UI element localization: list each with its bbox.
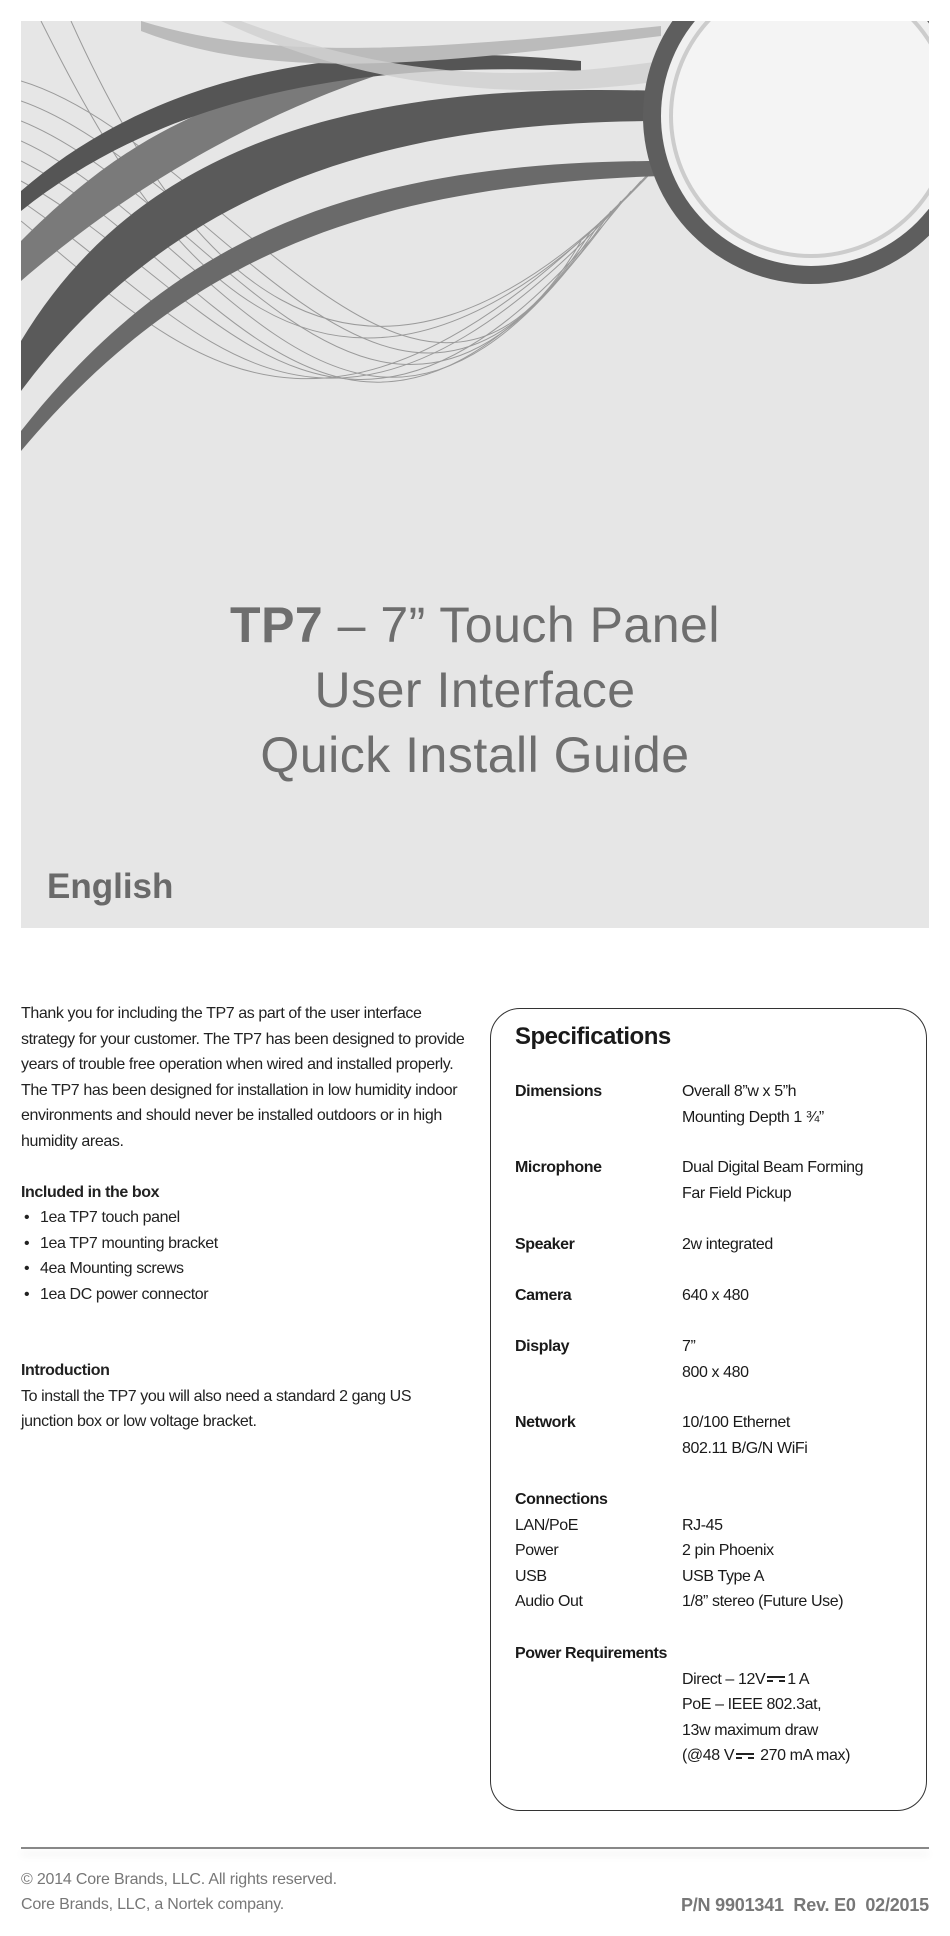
- introduction-text: To install the TP7 you will also need a standard 2 gang US junction box or low voltage bracket.: [21, 1387, 412, 1430]
- introduction-heading: Introduction: [21, 1362, 110, 1379]
- specifications-title: Specifications: [515, 1023, 671, 1050]
- spec-value: USB Type A: [682, 1567, 764, 1585]
- company-text: Core Brands, LLC, a Nortek company.: [21, 1896, 285, 1913]
- title-line-2: User Interface: [314, 662, 636, 718]
- spec-label: Speaker: [515, 1236, 575, 1253]
- spec-value: [682, 1079, 824, 1130]
- spec-label: Microphone: [515, 1159, 602, 1176]
- title-product: TP7: [230, 597, 324, 653]
- spec-label: Connections: [515, 1491, 608, 1508]
- specifications-box: [490, 1008, 927, 1811]
- spec-label: Power Requirements: [515, 1645, 667, 1662]
- spec-value-line: Mounting Depth 1 ¾”: [682, 1108, 824, 1126]
- spec-value: [682, 1155, 863, 1206]
- included-list: [21, 1205, 471, 1307]
- spec-label: Display: [515, 1338, 570, 1355]
- copyright-text: © 2014 Core Brands, LLC. All rights reserved.: [21, 1871, 337, 1888]
- spec-label: Dimensions: [515, 1083, 602, 1100]
- spec-label: Power: [515, 1542, 559, 1559]
- spec-value: [682, 1667, 850, 1769]
- spec-value-text: Direct – 12V: [682, 1670, 766, 1688]
- cover-banner: [21, 21, 929, 928]
- spec-value-line: 10/100 Ethernet: [682, 1414, 790, 1431]
- intro-paragraph: Thank you for including the TP7 as part of the user interface strategy for your customer. The TP7 has been designed to provide years of trouble free operation when wired and installed properly. The TP7 has been designed for installation in low humidity indoor environments and should never be installed outdoors or in high humidity areas.: [21, 1005, 465, 1150]
- list-item: • 1ea TP7 mounting bracket: [21, 1231, 471, 1257]
- spec-value-line: Far Field Pickup: [682, 1184, 792, 1202]
- language-label: English: [47, 867, 174, 906]
- spec-value: RJ-45: [682, 1516, 723, 1534]
- spec-value-line: PoE – IEEE 802.3at,: [682, 1696, 822, 1713]
- spec-label: Audio Out: [515, 1593, 583, 1610]
- spec-value-text: (@48 V: [682, 1747, 735, 1764]
- spec-value-line: Overall 8”w x 5”h: [682, 1083, 797, 1100]
- spec-label: USB: [515, 1567, 547, 1585]
- dc-symbol-icon: [736, 1753, 754, 1759]
- included-heading: Included in the box: [21, 1183, 160, 1201]
- footer-legal: [21, 1867, 337, 1917]
- spec-value: 2 pin Phoenix: [682, 1542, 774, 1559]
- list-item: • 1ea DC power connector: [21, 1282, 471, 1308]
- document-title: [21, 593, 929, 788]
- spec-value: [682, 1334, 749, 1385]
- dc-symbol-icon: [767, 1676, 785, 1682]
- footer-divider: [21, 1847, 929, 1849]
- spec-value-text: 1 A: [787, 1670, 810, 1688]
- spec-label: Camera: [515, 1287, 572, 1304]
- spec-value: 2w integrated: [682, 1236, 773, 1253]
- spec-label: Network: [515, 1414, 576, 1431]
- spec-value: 640 x 480: [682, 1287, 749, 1304]
- spec-value-line: 802.11 B/G/N WiFi: [682, 1439, 808, 1457]
- spec-label: LAN/PoE: [515, 1516, 579, 1534]
- decorative-swirl-graphic: [21, 21, 929, 928]
- title-product-desc: – 7” Touch Panel: [323, 597, 720, 653]
- list-item: • 1ea TP7 touch panel: [21, 1205, 471, 1231]
- intro-column: [21, 1001, 471, 1435]
- spec-value-text: 270 mA max): [756, 1747, 850, 1764]
- spec-value: 1/8” stereo (Future Use): [682, 1593, 844, 1610]
- spec-value-line: 7”: [682, 1338, 696, 1355]
- part-number: P/N 9901341 Rev. E0 02/2015: [680, 1895, 929, 1915]
- list-item: • 4ea Mounting screws: [21, 1256, 471, 1282]
- title-line-3: Quick Install Guide: [260, 727, 690, 783]
- spec-value: [682, 1410, 807, 1461]
- spec-value-line: 13w maximum draw: [682, 1721, 818, 1739]
- spec-value-line: Dual Digital Beam Forming: [682, 1159, 864, 1176]
- spec-value-line: 800 x 480: [682, 1363, 749, 1381]
